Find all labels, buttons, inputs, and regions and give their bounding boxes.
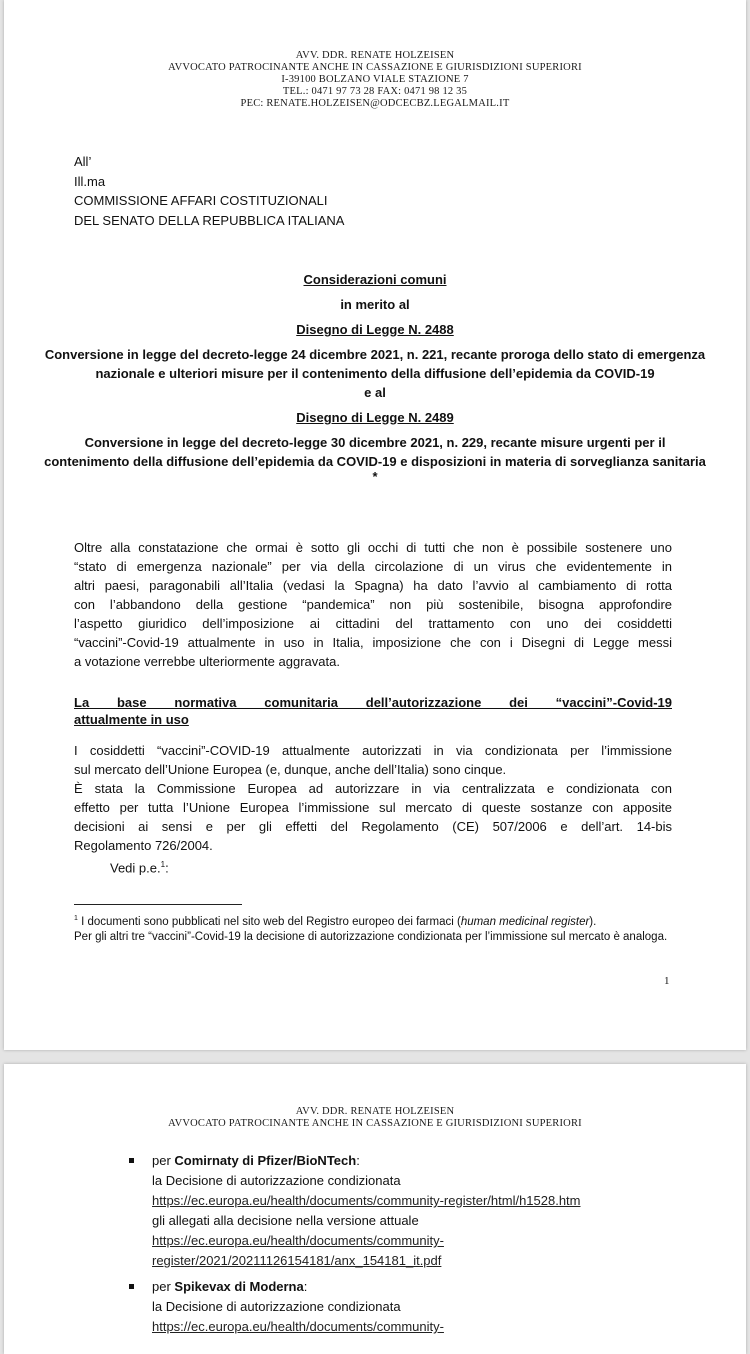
product-name: Comirnaty di Pfizer/BioNTech [174, 1153, 357, 1168]
list-item [126, 1277, 581, 1337]
section-heading-line: La base normativa comunitaria dell’autorizzazione dei “vaccini”-Covid-19 [74, 695, 672, 710]
section-heading [74, 694, 672, 728]
paragraph-line: “vaccini”-Covid-19 attualmente in uso in Italia, imposizione che con i Disegni di Legge messi [74, 635, 672, 650]
recipient-line: Ill.ma [74, 173, 106, 189]
list-item [126, 1151, 581, 1271]
paragraph-line: effetto per tutta l’Unione Europea l’immissione sul mercato di queste sostanze con apposite [74, 800, 672, 815]
page-number: 1 [664, 975, 670, 987]
letterhead-address: I-39100 BOLZANO VIALE STAZIONE 7 [281, 74, 469, 85]
bill-label-2488: Disegno di Legge N. 2488 [296, 322, 454, 337]
letterhead-role: AVVOCATO PATROCINANTE ANCHE IN CASSAZIONE E GIURISDIZIONI SUPERIORI [168, 62, 582, 73]
document-title: Considerazioni comuni [303, 272, 447, 287]
item-title: per Spikevax di Moderna: [152, 1279, 308, 1294]
paragraph-line: sul mercato dell’Unione Europea (e, dunque, anche dell’Italia) sono cinque. [74, 762, 507, 777]
paragraph-line: È stata la Commissione Europea ad autorizzare in via centralizzata e condizionata con [74, 781, 672, 796]
vedi-line: Vedi p.e.$^1$: [110, 860, 169, 876]
bullet-icon [129, 1284, 134, 1289]
document-heading [44, 270, 706, 483]
annex-link[interactable]: register/2021/20211126154181/anx_154181_it.pdf [152, 1253, 442, 1268]
decision-link[interactable]: https://ec.europa.eu/health/documents/community- [152, 1319, 444, 1334]
paragraph-line: l’aspetto giuridico dell’imposizione ai cittadini del trattamento con uno dei cosiddetti [74, 616, 672, 631]
recipient-block [74, 152, 344, 230]
letterhead-phone: TEL.: 0471 97 73 28 FAX: 0471 98 12 35 [282, 86, 468, 97]
paragraph-line: “stato di emergenza nazionale” per via della circolazione di un virus che evidentemente in [74, 559, 672, 574]
paragraph-line: decisioni ai sensi e per gli effetti del Regolamento (CE) 507/2006 e dell’art. 14-bis [74, 819, 672, 834]
recipient-line: All’ [74, 154, 92, 169]
footnote-reference: 1 [160, 860, 166, 869]
letterhead-name: AVV. DDR. RENATE HOLZEISEN [295, 1106, 455, 1117]
paragraph-line: altri paesi, paragonabili all’Italia (vedasi la Spagna) ha dato l’avvio al cambiamento di rotta [74, 578, 672, 593]
letterhead [4, 1106, 746, 1130]
section-heading-line: attualmente in uso [74, 712, 189, 727]
section-paragraph [74, 741, 672, 877]
bill-description-2488: Conversione in legge del decreto-legge 24 dicembre 2021, n. 221, recante proroga dello stato di emergenza nazionale e ulteriori misure per il contenimento della diffusione dell’epidemia da COVID-19 [44, 347, 706, 381]
document-subtitle: in merito al [340, 297, 410, 312]
letterhead-pec: PEC: RENATE.HOLZEISEN@ODCECBZ.LEGALMAIL.IT [240, 98, 510, 109]
product-name: Spikevax di Moderna [174, 1279, 304, 1294]
footnotes [74, 911, 676, 945]
intro-paragraph [74, 538, 672, 671]
recipient-line: COMMISSIONE AFFARI COSTITUZIONALI [74, 193, 328, 208]
authorization-list [126, 1151, 581, 1343]
bill-description-2489: Conversione in legge del decreto-legge 30 dicembre 2021, n. 229, recante misure urgenti per il contenimento della diffusione dell’epidemia da COVID-19 e disposizioni in materia di sorveglianza sanitaria [44, 435, 706, 469]
document-page-1 [4, 0, 746, 1050]
recipient-line: DEL SENATO DELLA REPUBBLICA ITALIANA [74, 212, 345, 228]
letterhead [4, 50, 746, 110]
footnote-divider [74, 904, 242, 905]
footnote-2: Per gli altri tre “vaccini”-Covid-19 la decisione di autorizzazione condizionata per l’immissione sul mercato è analoga. [74, 930, 668, 943]
bullet-icon [129, 1158, 134, 1163]
decision-label: la Decisione di autorizzazione condizionata [152, 1299, 401, 1314]
heading-connector: e al [364, 385, 386, 400]
paragraph-line: con l’abbandono della gestione “pandemica” non più sostenibile, bisogna approfondire [74, 597, 672, 612]
decision-label: la Decisione di autorizzazione condizionata [152, 1173, 401, 1188]
decision-link[interactable]: https://ec.europa.eu/health/documents/community-register/html/h1528.htm [152, 1193, 581, 1208]
paragraph-line: Oltre alla constatazione che ormai è sotto gli occhi di tutti che non è possibile sostenere uno [74, 540, 672, 555]
paragraph-line: a votazione verrebbe ulteriormente aggravata. [74, 654, 340, 669]
annex-link[interactable]: https://ec.europa.eu/health/documents/community- [152, 1233, 444, 1248]
annex-label: gli allegati alla decisione nella versione attuale [152, 1213, 419, 1228]
letterhead-role: AVVOCATO PATROCINANTE ANCHE IN CASSAZIONE E GIURISDIZIONI SUPERIORI [168, 1118, 582, 1129]
paragraph-line: I cosiddetti “vaccini”-COVID-19 attualmente autorizzati in via condizionata per l’immissione [74, 743, 672, 758]
letterhead-name: AVV. DDR. RENATE HOLZEISEN [295, 50, 455, 61]
footnote-mark: 1 [74, 915, 78, 922]
heading-separator: * [372, 469, 378, 484]
footnote-1: $^1$ I documenti sono pubblicati nel sito web del Registro europeo dei farmaci (human medicinal register). [74, 915, 597, 928]
paragraph-line: Regolamento 726/2004. [74, 838, 213, 853]
bill-label-2489: Disegno di Legge N. 2489 [296, 410, 454, 425]
item-title: per Comirnaty di Pfizer/BioNTech: [152, 1153, 360, 1168]
